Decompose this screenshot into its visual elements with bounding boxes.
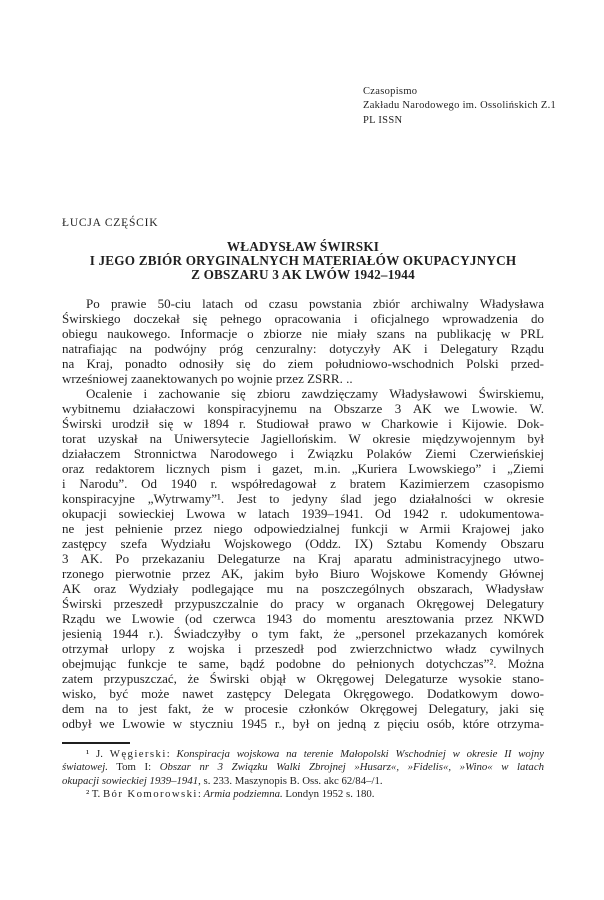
author-name: ŁUCJA CZĘŚCIK <box>62 217 159 229</box>
body-line: wrześniowej zaanektowanych po wojnie przez ZSRR. .. <box>62 371 353 386</box>
footnote-segment: Tom I: <box>107 761 160 774</box>
masthead-line: Czasopismo <box>363 86 418 97</box>
footnote-segment: Londyn 1952 s. 180. <box>282 788 375 801</box>
journal-masthead <box>363 85 556 128</box>
body-line: dem na to jest fakt, że w procesie członków Okręgowej Delegatury, jaki się <box>62 701 544 716</box>
body-line: Rządu we Lwowie (od czerwca 1943 do momentu aresztowania przez NKWD <box>62 611 544 626</box>
body-line: Świrski przeszedł przypuszczalnie do pracy w organach Okręgowej Delegatury <box>62 596 544 611</box>
footnote-rule <box>62 742 130 744</box>
footnote-segment: ¹ J. <box>86 748 110 760</box>
footnote-line <box>62 748 544 761</box>
body-line: Świrskiego doczekał się pełnego opracowania i oficjalnego wprowadzenia do <box>62 311 544 326</box>
footnote-segment: światowej. <box>62 761 108 774</box>
body-line: jesienią 1944 r.). Świadczyłby o tym fakt, że „personel przekazanych komórek <box>62 626 544 641</box>
title-line: Z OBSZARU 3 AK LWÓW 1942–1944 <box>191 267 415 283</box>
footnote-line <box>62 761 544 774</box>
footnotes-section <box>62 748 544 802</box>
body-line: zastępcy szefa Wydziału Wojskowego (Oddz. IX) Sztabu Komendy Obszaru <box>62 536 544 551</box>
body-line: konspiracyjne „Wytrwamy”¹. Jest to jedyny ślad jego działalności w okresie <box>62 491 544 506</box>
title-line: WŁADYSŁAW ŚWIRSKI <box>226 239 380 254</box>
body-line: oraz redaktorem licznych pism i gazet, m.in. „Kuriera Lwowskiego” i „Ziemi <box>62 461 544 476</box>
body-line: wybitnemu działaczowi konspiracyjnemu na Obszarze 3 AK we Lwowie. W. <box>62 401 544 416</box>
footnote-segment: ² T. <box>86 788 103 801</box>
article-title <box>62 240 544 283</box>
body-line: zatem przypuszczać, że Świrski objął w Okręgowej Delegaturze wysokie stano- <box>62 671 544 686</box>
footnote-segment: : <box>166 748 177 760</box>
masthead-line: PL ISSN <box>363 114 403 126</box>
footnote-segment: Bór Komorowski <box>102 788 198 801</box>
body-paragraph <box>62 296 544 386</box>
body-line: rzonego pierwotnie przez AK, jakim było Biuro Wojskowe Komendy Głównej <box>62 566 544 581</box>
body-line: na Kraj, ponadto odnosiły się do ziem południowo-wschodnich Polski przed- <box>62 356 544 371</box>
footnote-segment: , s. 233. Maszynopis B. Oss. akc 62/84–/1. <box>198 774 383 787</box>
footnote-line <box>62 788 544 801</box>
footnote-segment: Armia podziemna. <box>203 788 283 801</box>
footnote-item <box>62 748 544 788</box>
footnote-segment: okupacji sowieckiej 1939–1941 <box>62 774 199 787</box>
footnote-segment: Obszar nr 3 Związku Walki Zbrojnej »Husarz«, »Fidelis«, »Wino« w latach <box>159 761 544 774</box>
body-line: okupacji sowieckiej Lwowa w latach 1939–1941. Od 1942 r. udokumentowa- <box>62 506 544 521</box>
body-line: działaczem Stronnictwa Narodowego i Związku Polaków Ziemi Czerwieńskiej <box>62 446 544 461</box>
body-line: 3 AK. Po przekazaniu Delegaturze na Kraj aparatu administracyjnego utwo- <box>62 551 544 566</box>
body-line: natrafiając na podwójny próg cenzuralny: dotyczyły AK i Delegatury Rządu <box>62 341 544 356</box>
article-body <box>62 296 544 731</box>
body-line: Świrski urodził się w 1894 r. Studiował prawo w Charkowie i Kijowie. Dok- <box>62 416 544 431</box>
body-line: Ocalenie i zachowanie się zbioru zawdzięczamy Władysławowi Świrskiemu, <box>86 386 544 401</box>
title-line: I JEGO ZBIÓR ORYGINALNYCH MATERIAŁÓW OKUPACYJNYCH <box>89 253 517 269</box>
body-line: obiegu naukowego. Informacje o zbiorze nie miały szans na publikację w PRL <box>62 326 544 341</box>
body-line: otrzymał urlopy z wojska i przeszedł pod zwierzchnictwo władz cywilnych <box>62 641 544 656</box>
body-line: torat uzyskał na Uniwersytecie Jagiellońskim. W okresie międzywojennym był <box>62 431 544 446</box>
body-paragraph <box>62 386 544 731</box>
body-line: i Narodu”. Od 1940 r. współredagował z bratem Kazimierzem czasopismo <box>62 476 544 491</box>
masthead-line: Zakładu Narodowego im. Ossolińskich Z.1 <box>363 100 557 112</box>
body-line: obejmując funkcje te same, bądź podobne do pełnionych dotychczas”². Można <box>62 656 544 671</box>
body-line: odbył we Lwowie w styczniu 1945 r., był on jedną z pięciu osób, które otrzyma- <box>62 716 544 731</box>
footnote-segment: Konspiracja wojskowa na terenie Małopolski Wschodniej w okresie II wojny <box>176 748 544 760</box>
footnote-segment: : <box>197 788 204 801</box>
body-line: Po prawie 50-ciu latach od czasu powstania zbiór archiwalny Władysława <box>86 296 544 311</box>
body-line: ne jest pełnienie przez niego odpowiedzialnej funkcji w Armii Krajowej jako <box>62 521 544 536</box>
footnote-segment: Węgierski <box>109 748 167 760</box>
body-line: wisko, być może nawet zastępcy Delegata Okręgowego. Dodatkowym dowo- <box>62 686 544 701</box>
footnote-line <box>62 775 544 788</box>
footnote-item <box>62 788 544 801</box>
body-line: AK oraz Wydziały podlegające mu na poszczególnych obszarach, Władysław <box>62 581 544 596</box>
